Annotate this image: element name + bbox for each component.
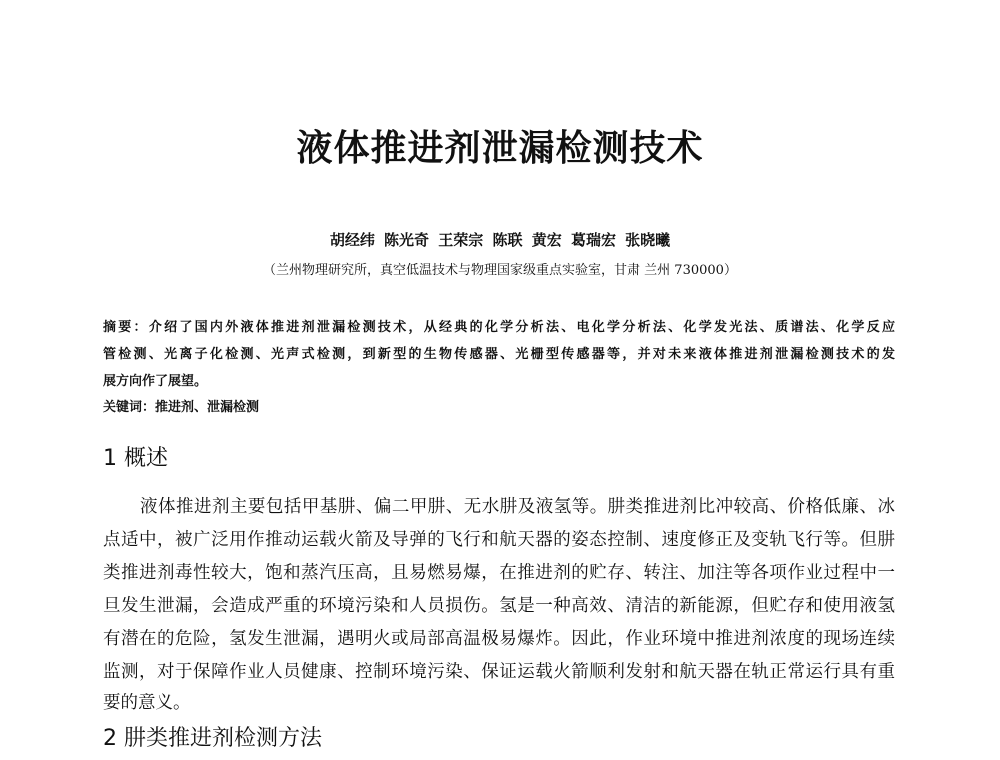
section-heading-2: 2 肼类推进剂检测方法 [103, 726, 322, 751]
abstract-line: 摘要：介绍了国内外液体推进剂泄漏检测技术，从经典的化学分析法、电化学分析法、化学发光法、质谱法、化学反应 [103, 320, 895, 335]
body-line: 要的意义。 [103, 693, 191, 713]
keywords: 关键词：推进剂、泄漏检测 [103, 400, 260, 415]
body-line: 旦发生泄漏，会造成严重的环境污染和人员损伤。氢是一种高效、清洁的新能源，但贮存和使用液氢 [103, 596, 895, 616]
body-line: 类推进剂毒性较大，饱和蒸汽压高，且易燃易爆，在推进剂的贮存、转注、加注等各项作业过程中一 [103, 563, 895, 583]
body-line: 监测，对于保障作业人员健康、控制环境污染、保证运载火箭顺利发射和航天器在轨正常运行具有重 [103, 662, 895, 682]
section-heading-1: 1 概述 [103, 446, 168, 471]
paper-title: 液体推进剂泄漏检测技术 [296, 128, 704, 169]
abstract-line: 管检测、光离子化检测、光声式检测，到新型的生物传感器、光栅型传感器等，并对未来液体推进剂泄漏检测技术的发 [103, 347, 895, 362]
abstract-line: 展方向作了展望。 [103, 374, 208, 389]
body-line: 点适中，被广泛用作推动运载火箭及导弹的飞行和航天器的姿态控制、速度修正及变轨飞行等。但肼 [103, 530, 895, 550]
authors: 胡经纬 陈光奇 王荣宗 陈联 黄宏 葛瑞宏 张晓曦 [329, 231, 671, 249]
body-line: 有潜在的危险，氢发生泄漏，遇明火或局部高温极易爆炸。因此，作业环境中推进剂浓度的现场连续 [103, 629, 895, 649]
body-line: 液体推进剂主要包括甲基肼、偏二甲肼、无水肼及液氢等。肼类推进剂比冲较高、价格低廉、冰 [140, 497, 895, 517]
affiliation: （兰州物理研究所，真空低温技术与物理国家级重点实验室，甘肃 兰州 730000） [263, 263, 737, 278]
